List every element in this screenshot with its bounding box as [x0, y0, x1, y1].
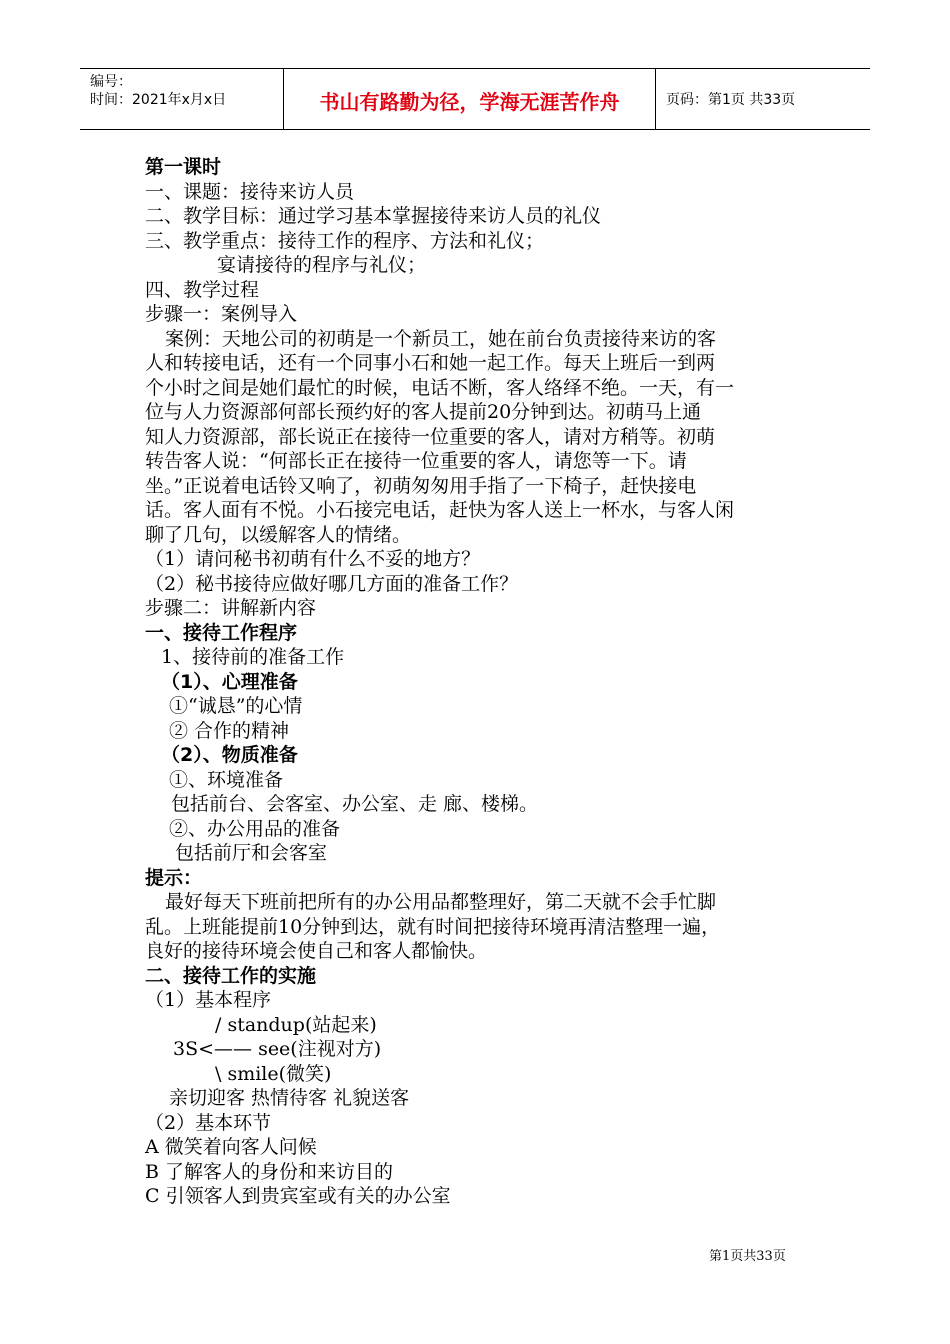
- section-heading: （1）、心理准备: [161, 670, 298, 693]
- serial-number-label: 编号：: [90, 74, 132, 90]
- text-line: 良好的接待环境会使自己和客人都愉快。: [145, 940, 488, 962]
- text-line: ①“诚恳”的心情: [169, 695, 303, 717]
- text-line: 话。客人面有不悦。小石接完电话，赶快为客人送上一杯水，与客人闲: [145, 499, 735, 521]
- section-heading: 一、接待工作程序: [145, 621, 298, 644]
- header-page-cell: [656, 69, 870, 129]
- text-line: 亲切迎客 热情待客 礼貌送客: [169, 1087, 410, 1109]
- text-line: ②、办公用品的准备: [169, 817, 341, 840]
- text-line: 四、教学过程: [145, 278, 260, 301]
- text-line: 步骤二：讲解新内容: [145, 597, 317, 619]
- text-line: 包括前台、会客室、办公室、走 廊、楼梯。: [171, 793, 539, 815]
- date-label: 时间：2021年x月x日: [90, 92, 227, 108]
- text-line: 步骤一：案例导入: [145, 303, 298, 325]
- text-line: 二、教学目标：通过学习基本掌握接待来访人员的礼仪: [145, 205, 602, 227]
- section-heading: 第一课时: [145, 156, 222, 178]
- text-line: 人和转接电话，还有一个同事小石和她一起工作。每天上班后一到两: [145, 352, 716, 374]
- text-line: ①、环境准备: [169, 768, 284, 791]
- text-line: 1、接待前的准备工作: [161, 646, 345, 668]
- text-line: / standup(站起来): [215, 1013, 377, 1036]
- page-footer: 第1页共33页: [709, 1249, 786, 1264]
- text-line: 知人力资源部，部长说正在接待一位重要的客人，请对方稍等。初萌: [145, 425, 716, 448]
- text-line: B 了解客人的身份和来访目的: [145, 1160, 394, 1183]
- page-number-label: 页码：第1页 共33页: [666, 92, 796, 108]
- text-line: 宴请接待的程序与礼仪；: [217, 254, 427, 276]
- text-line: （1）请问秘书初萌有什么不妥的地方？: [145, 548, 481, 570]
- motto-text: 书山有路勤为径，学海无涯苦作舟: [319, 90, 620, 114]
- text-line: （2）秘书接待应做好哪几方面的准备工作？: [145, 572, 519, 595]
- text-line: ② 合作的精神: [169, 719, 290, 742]
- document-body: [145, 155, 815, 1209]
- header-meta-cell: [80, 69, 284, 129]
- text-line: （1）基本程序: [145, 989, 272, 1011]
- section-heading: （2）、物质准备: [161, 744, 298, 766]
- text-line: 转告客人说：“何部长正在接待一位重要的客人，请您等一下。请: [145, 450, 687, 472]
- text-line: 个小时之间是她们最忙的时候，电话不断，客人络绎不绝。一天，有一: [145, 376, 735, 399]
- text-line: 一、课题：接待来访人员: [145, 180, 355, 203]
- text-line: C 引领客人到贵宾室或有关的办公室: [145, 1185, 451, 1207]
- page-header: [80, 68, 870, 130]
- section-heading: 二、接待工作的实施: [145, 964, 317, 987]
- text-line: 坐。”正说着电话铃又响了，初萌匆匆用手指了一下椅子，赶快接电: [145, 474, 697, 497]
- text-line: A 微笑着向客人问候: [145, 1136, 317, 1158]
- text-line: \ smile(微笑): [215, 1062, 332, 1085]
- text-line: 包括前厅和会客室: [175, 842, 328, 864]
- text-line: 3S<—— see(注视对方): [173, 1038, 382, 1060]
- text-line: 最好每天下班前把所有的办公用品都整理好，第二天就不会手忙脚: [165, 891, 717, 913]
- section-heading: 提示：: [145, 866, 203, 889]
- text-line: 乱。上班能提前10分钟到达，就有时间把接待环境再清洁整理一遍，: [145, 915, 721, 938]
- text-line: 位与人力资源部何部长预约好的客人提前20分钟到达。初萌马上通: [145, 401, 702, 423]
- text-line: 聊了几句，以缓解客人的情绪。: [145, 523, 412, 546]
- text-line: 三、教学重点：接待工作的程序、方法和礼仪；: [145, 229, 545, 252]
- text-line: 案例：天地公司的初萌是一个新员工，她在前台负责接待来访的客: [165, 327, 717, 350]
- header-motto-cell: [284, 69, 656, 129]
- text-line: （2）基本环节: [145, 1111, 272, 1134]
